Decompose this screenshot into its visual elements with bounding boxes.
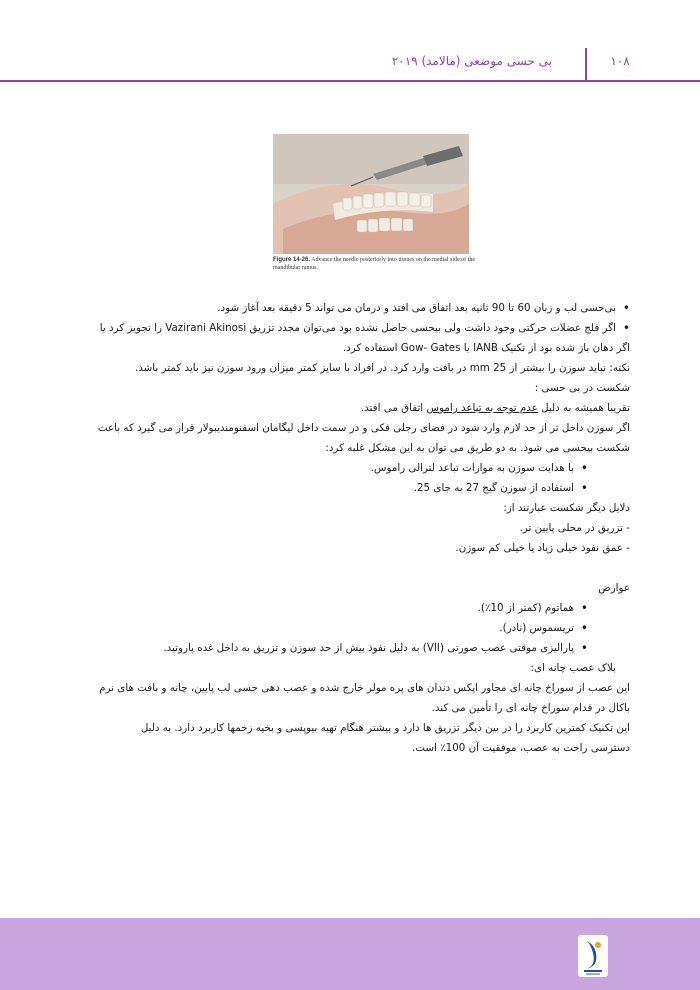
list-item: • اگر فلج عضلات حرکتی وجود داشت ولی بیحسی حاصل نشده بود می‌توان مجدد تزریق Vazirani Akinosi را تجویز کرد یا	[60, 318, 630, 338]
paragraph-line: این تکنیک کمترین کاربرد را در بین دیگر تزریق ها دارد و بیشتر هنگام تهیه بیوپسی و بخیه زخمها کاربرد دارد. به دلیل	[140, 722, 630, 734]
list-item: • با هدایت سوزن به موازات تباعد لترالی راموس.	[60, 458, 630, 478]
list-item: • بی‌حسی لب و زبان 60 تا 90 ثانیه بعد اتفاق می افتد و درمان می تواند 5 دقیقه بعد آغاز شود.	[60, 298, 630, 318]
list-item: • استفاده از سوزن گیج 27 به جای 25.	[60, 478, 630, 498]
main-content	[60, 298, 630, 758]
paragraph-line: باکال در قدام سوراخ چانه ای را تأمین می کند.	[431, 702, 630, 714]
note-paragraph: نکته: نباید سوزن را بیشتر از 25 mm در بافت وارد کرد. در افراد با سایز کمتر میزان ورود سوزن نیز باید کمتر باشد.	[134, 362, 630, 374]
list-item: • تریسموس (نادر).	[60, 618, 630, 638]
page-header	[0, 0, 700, 82]
paragraph	[60, 398, 630, 418]
section-heading: دلایل دیگر شکست عبارتند از:	[503, 502, 630, 514]
figure-caption-text: Advance the needle posteriorly into tissues on the medial side of the mandibular ramus.	[273, 257, 475, 271]
running-title: بی حسی موضعی (مالامد) ۲۰۱۹	[391, 54, 552, 68]
figure-label: Figure 14-26.	[273, 257, 311, 263]
spacer	[60, 558, 630, 578]
paragraph-text: اتفاق می افتد.	[360, 402, 427, 414]
paragraph-line: اگر سوزن داخل تر از حد لازم وارد شود در فضای رجلی فکی و در سمت داخل لیگامان اسفنومندیبولار قرار می گیرد که باعث	[97, 422, 630, 434]
publisher-logo-graphic	[578, 935, 608, 977]
list-item: - تزریق در محلی پایین تر.	[519, 522, 630, 534]
publisher-logo-icon	[578, 935, 608, 977]
dental-injection-photo	[273, 134, 469, 254]
paragraph-text: تقریبا همیشه به دلیل	[537, 402, 630, 414]
paragraph-line: اگر دهان باز شده بود از تکنیک IANB یا Gow- Gates استفاده کرد.	[342, 342, 630, 354]
section-heading: شکست در بی حسی :	[534, 382, 630, 394]
paragraph-line: این عصب از سوراخ چانه ای مجاور اپکس دندان های پره مولر خارج شده و عصب دهی حسی لب پایین، چانه و بافت های نرم	[99, 682, 630, 694]
figure-caption	[273, 256, 483, 272]
photo-illustration	[273, 134, 469, 254]
paragraph-line: شکست بیحسی می شود. به دو طریق می توان به این مشکل غلبه کرد:	[325, 442, 630, 454]
header-divider	[585, 48, 587, 82]
section-heading: بلاک عصب چانه ای:	[530, 662, 616, 674]
paragraph-line: دسترسی راحت به عصب، موفقیت آن 100٪ است.	[411, 742, 630, 754]
page-number: ۱۰۸	[610, 54, 630, 68]
section-heading: عوارض	[598, 582, 630, 594]
list-item: • هماتوم (کمتر از 10٪).	[60, 598, 630, 618]
list-item: - عمق نفوذ خیلی زیاد یا خیلی کم سوزن.	[455, 542, 630, 554]
underlined-phrase: عدم توجه به تباعد راموس	[426, 402, 538, 414]
list-item: • پارالیزی موقتی عصب صورتی (VII) به دلیل نفوذ بیش از حد سوزن و تزریق به داخل غده پاروتید.	[60, 638, 630, 658]
